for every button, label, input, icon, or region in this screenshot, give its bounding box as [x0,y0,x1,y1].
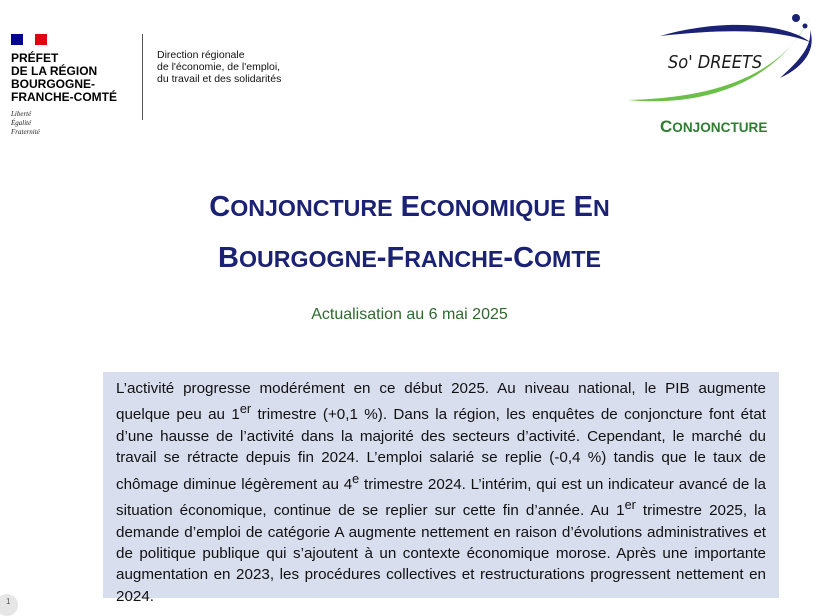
ordinal-suffix: er [239,402,252,417]
summary-text: L’activité progresse modérément en ce début 2025. Au niveau national, le PIB augmente quelque peu au 1 [116,380,766,424]
prefet-line: DE LA RÉGION [11,64,98,78]
summary-paragraph [116,378,766,607]
direction-line: de l'économie, de l'emploi, [157,61,281,73]
prefet-line: FRANCHE-COMTÉ [11,90,117,104]
update-date-subtitle: Actualisation au 6 mai 2025 [311,306,508,323]
direction-line: du travail et des solidarités [157,73,282,85]
conjoncture-label: CONJONCTURE [660,117,768,136]
direction-regionale-block [157,49,281,85]
motto-line: Égalité [11,119,32,127]
summary-box [103,372,779,605]
motto-line: Liberté [11,110,32,118]
motto-line: Fraternité [11,128,40,136]
ordinal-suffix: e [352,471,360,486]
direction-line: Direction régionale [157,49,245,61]
ordinal-suffix: er [624,498,636,513]
header-divider [142,34,143,120]
republique-flag-logo [11,34,47,45]
sodreets-logo-text: So' DREETS [668,52,763,73]
page-title-line2: BOURGOGNE-FRANCHE-COMTE [217,242,601,274]
page-number: 1 [6,597,11,606]
page-title-line1: CONJONCTURE ECONOMIQUE EN [209,191,610,223]
republique-motto [11,110,40,137]
summary-text: trimestre (+0,1 %). Dans la région, les enquêtes de conjoncture font état d’une hausse de l’activité dans la majorité des secteurs d’activité. Cependant, le marché du travail se rétracte depuis fin 2024. L’emploi salarié se replie (-0,4 %) tandis que le taux de chômage diminue légèrement au 4 [116,406,766,493]
prefet-line: PRÉFET [11,51,59,65]
summary-text: trimestre 2024. L’intérim, qui est un indicateur avancé de la situation économique, continue de se replier sur cette fin d’année. Au 1 [116,475,766,520]
summary-text: trimestre 2025, la demande d’emploi de catégorie A augmente nettement en raison d’évolutions administratives et de politique publique qui s’ajoutent à un contexte économique morose. Après une importante augmentation en 2023, les procédures collectives et restructurations progressent nettement en 2024. [116,502,766,605]
prefet-line: BOURGOGNE- [11,77,95,91]
prefet-region-block [11,52,117,104]
